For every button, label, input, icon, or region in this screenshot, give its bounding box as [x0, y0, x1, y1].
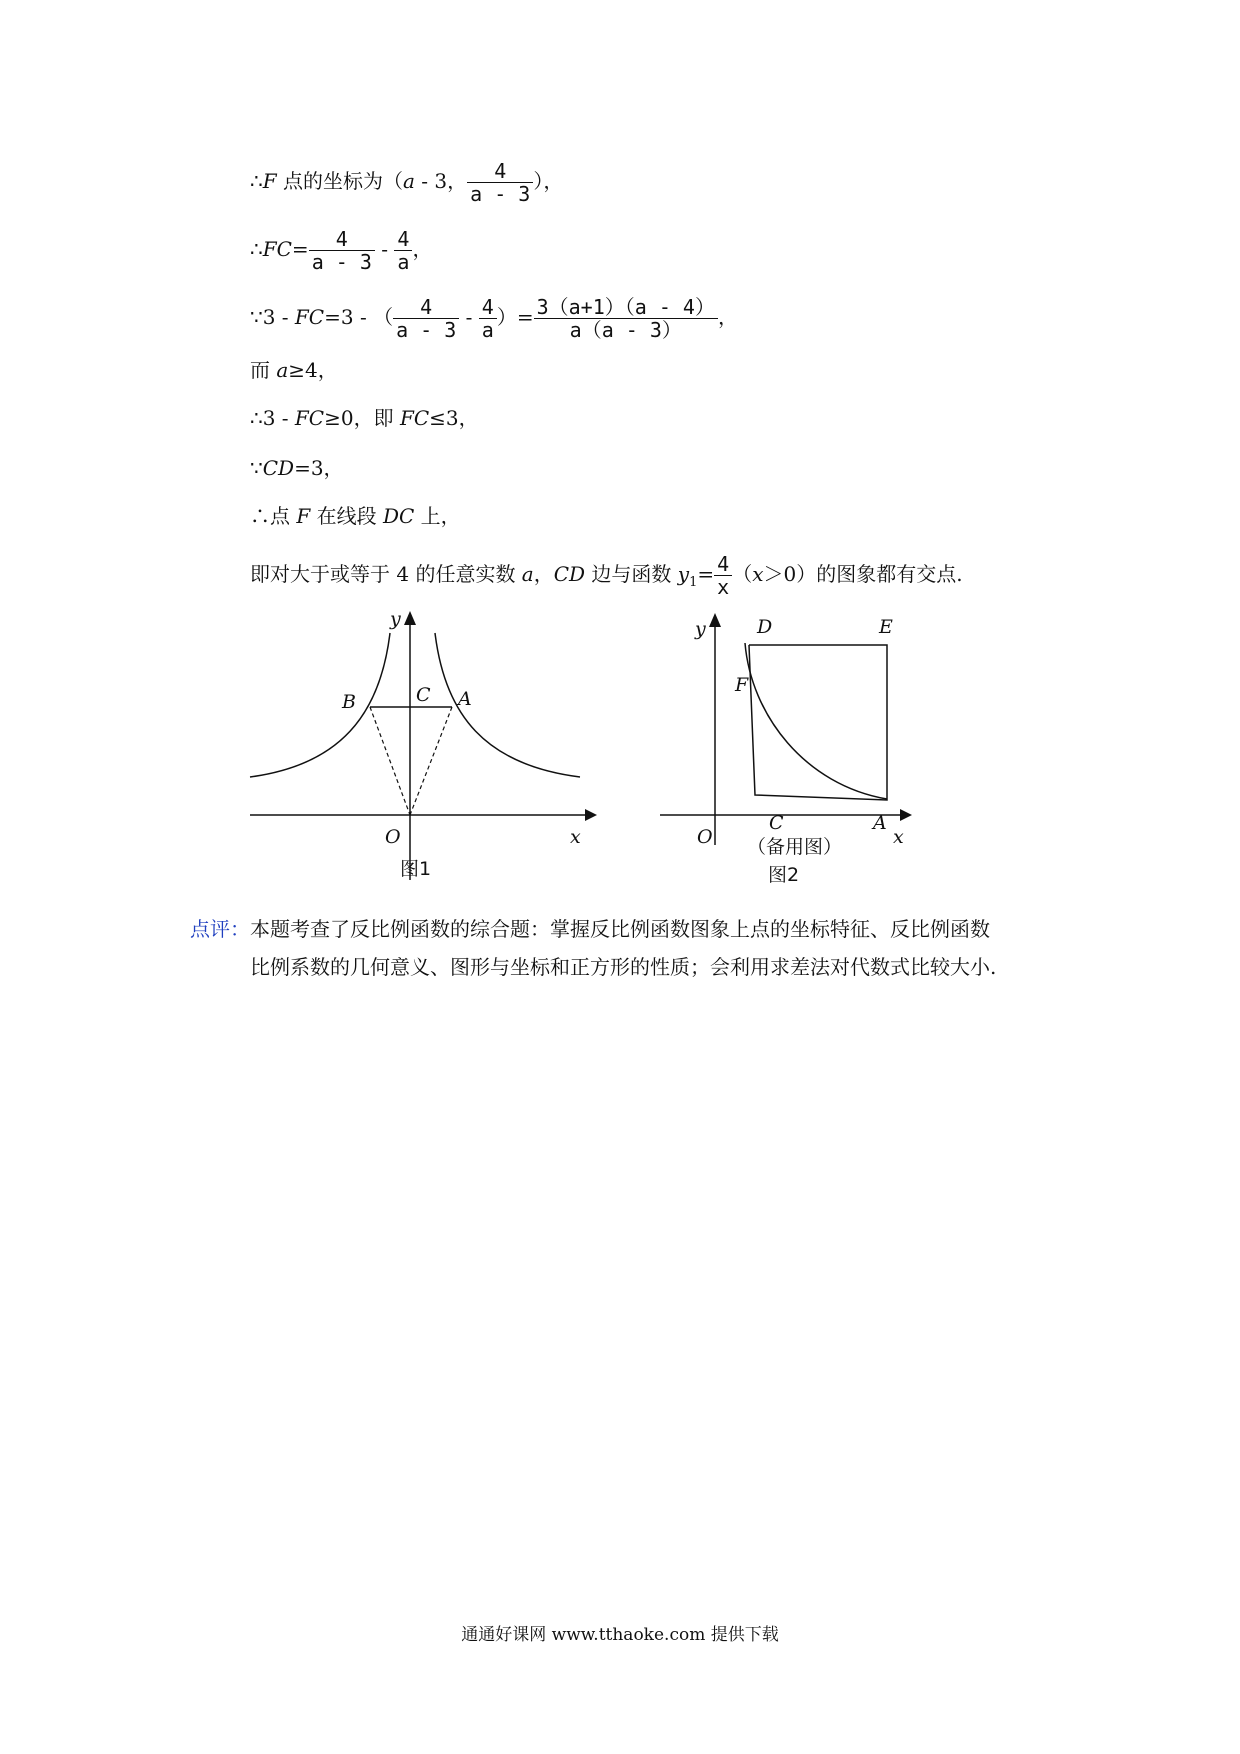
solution-line-3: ∵3 - FC=3 - （ $\frac{4}{a - 3}$ - $\frac{4}{a}$ ）= $\frac{3(a+1)(a - 4)}{a(a - 3)}$ ， — [250, 295, 738, 342]
fraction: $\frac{4}{a - 3}$ — [393, 296, 459, 341]
fraction: $\frac{4}{a - 3}$ — [467, 160, 533, 205]
figure-1 — [240, 605, 600, 895]
fraction: $\frac{4}{a - 3}$ — [309, 228, 375, 273]
label-e: E — [879, 616, 893, 638]
label-y: y — [390, 608, 401, 630]
solution-line-6: ∵CD=3， — [250, 456, 344, 480]
label-a: A — [873, 812, 887, 834]
label-f: F — [735, 674, 749, 696]
fraction: $\frac{4}{a}$ — [479, 296, 497, 341]
dashed-oa — [410, 707, 452, 815]
solution-line-5: ∴3 - FC≥0，即 FC≤3， — [250, 406, 479, 430]
dashed-ob — [370, 707, 410, 815]
solution-line-1: ∴F 点的坐标为（a - 3， $\frac{4}{a - 3}$ ）， — [250, 159, 564, 206]
square-dcae — [749, 645, 887, 800]
page-footer: 通通好课网 www.tthaoke.com 提供下载 — [461, 1625, 779, 1645]
figure-2-note: （备用图） — [747, 836, 843, 858]
solution-line-7: ∴点 F 在线段 DC 上， — [250, 504, 461, 528]
label-a: A — [458, 688, 472, 710]
label-d: D — [757, 616, 773, 638]
fraction: $\frac{4}{x}$ — [714, 553, 732, 598]
y-axis-arrow-icon — [709, 613, 721, 627]
fraction: $\frac{4}{a}$ — [394, 228, 412, 273]
label-y: y — [695, 618, 706, 640]
solution-line-8: 即对大于或等于 4 的任意实数 a，CD 边与函数 $y_1=$ $\frac{4}{x}$ （x＞0）的图象都有交点. — [250, 552, 963, 599]
curve-right-branch — [435, 633, 580, 777]
label-c: C — [769, 812, 784, 834]
label-b: B — [342, 691, 356, 713]
label-x: x — [893, 826, 904, 848]
figure-1-caption: 图1 — [400, 858, 432, 880]
comment-line-1: 本题考查了反比例函数的综合题：掌握反比例函数图象上点的坐标特征、反比例函数 — [250, 917, 990, 941]
label-o: O — [697, 826, 713, 848]
x-axis-arrow-icon — [585, 809, 597, 821]
y-axis-arrow-icon — [404, 611, 416, 625]
comment-label: 点评： — [190, 917, 250, 941]
label-c: C — [416, 684, 431, 706]
fraction: $\frac{3(a+1)(a - 4)}{a(a - 3)}$ — [534, 296, 718, 341]
solution-line-4: 而 a≥4， — [250, 358, 338, 382]
comment-line-2: 比例系数的几何意义、图形与坐标和正方形的性质；会利用求差法对代数式比较大小. — [250, 955, 997, 979]
label-x: x — [570, 826, 581, 848]
curve-branch — [745, 643, 887, 799]
comment-block — [190, 910, 1060, 986]
x-axis-arrow-icon — [900, 809, 912, 821]
label-o: O — [385, 826, 401, 848]
figure-2 — [655, 605, 1035, 895]
curve-left-branch — [250, 633, 390, 777]
solution-line-2: ∴FC= $\frac{4}{a - 3}$ - $\frac{4}{a}$ ， — [250, 227, 433, 274]
figure-2-caption: 图2 — [768, 864, 800, 886]
